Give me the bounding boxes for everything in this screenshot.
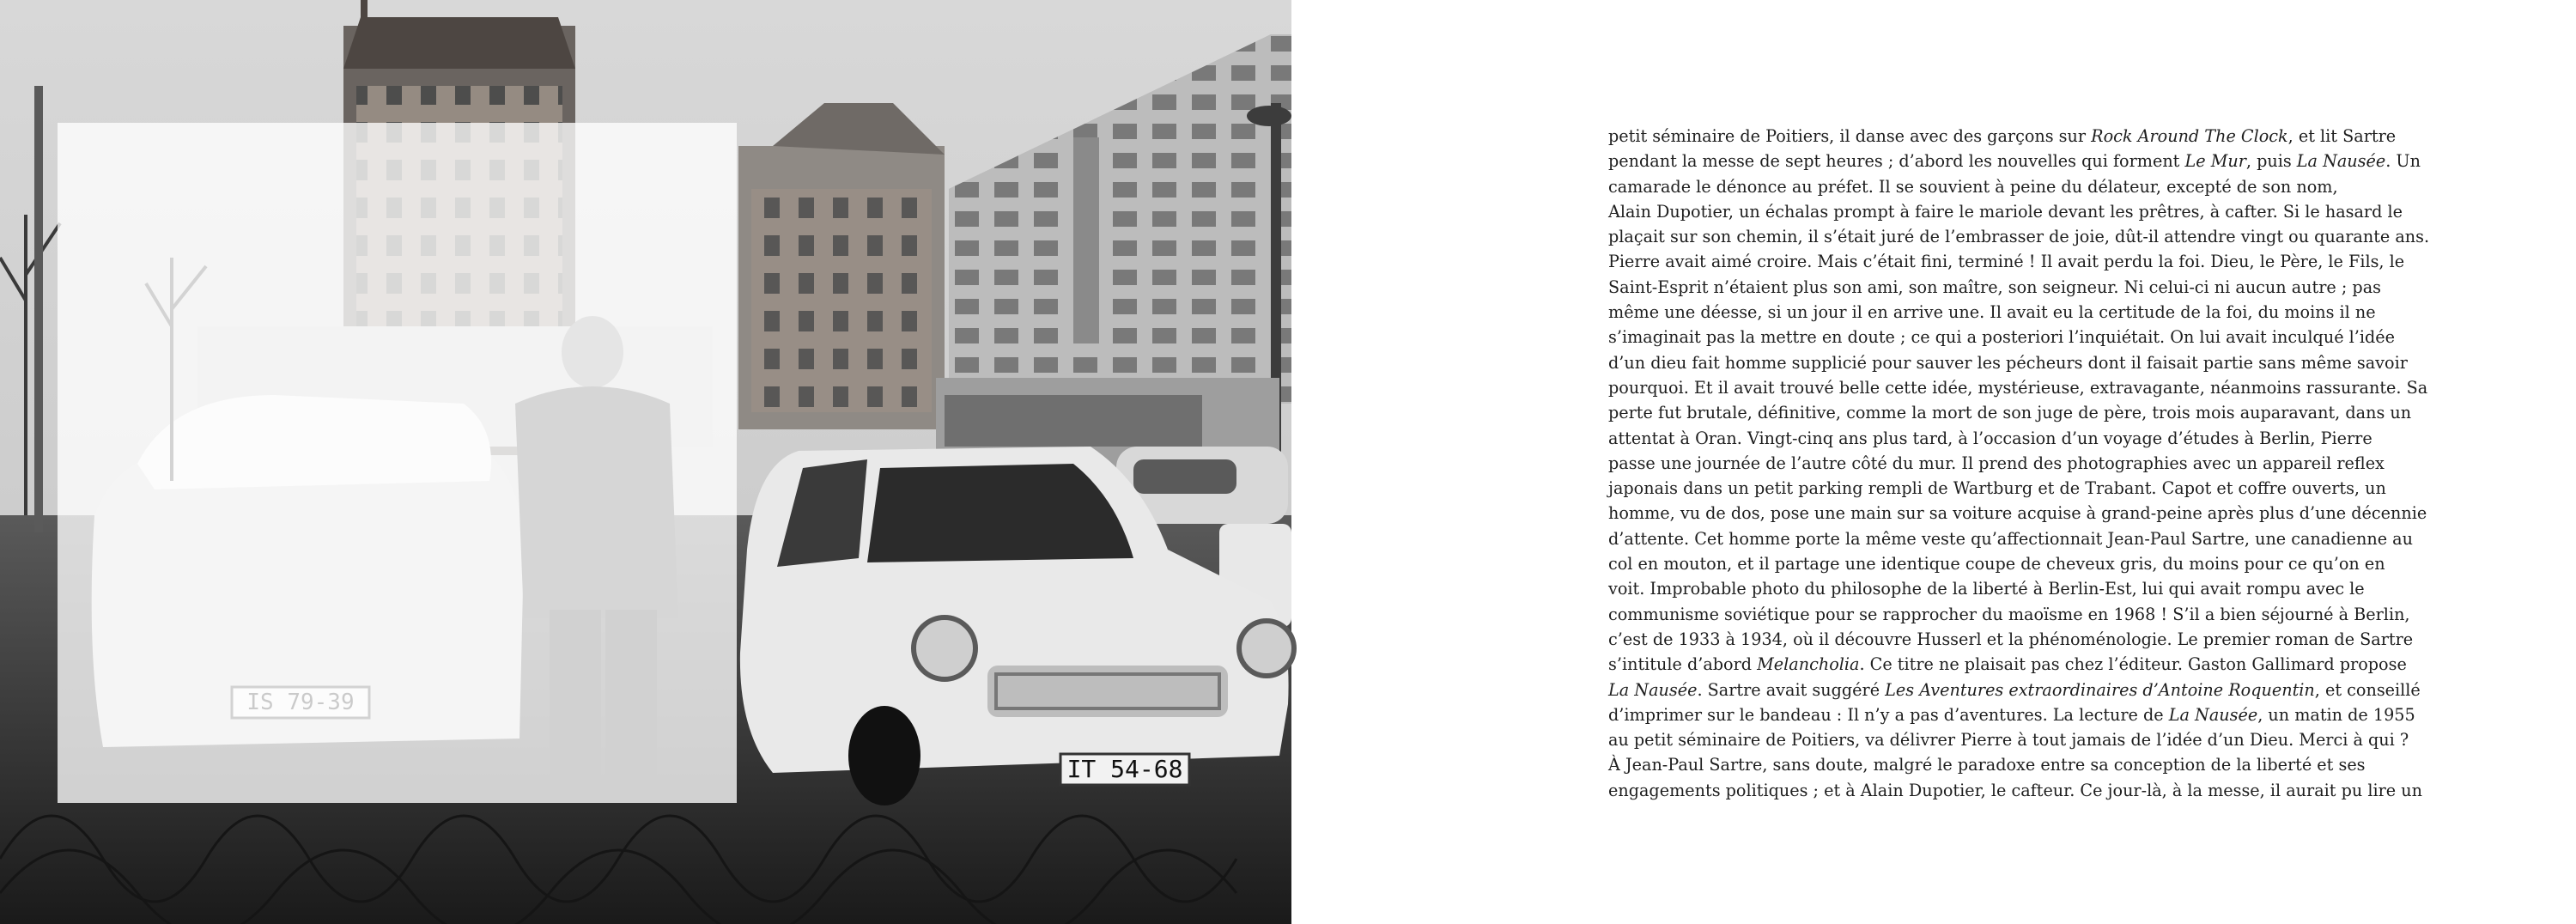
text-segment: . Un [2385, 151, 2421, 172]
text-line [1608, 526, 2413, 551]
text-segment: voit. Improbable photo du philosophe de la liberté à Berlin-Est, lui qui avait rompu avec le [1608, 579, 2365, 599]
italic-title: Le Mur [2184, 151, 2246, 172]
italic-title: La Nausée [2296, 151, 2386, 172]
text-line [1608, 199, 2403, 224]
text-line [1608, 149, 2421, 173]
front-license-plate: IT 54-68 [1066, 755, 1183, 783]
text-segment: . Ce titre ne plaisait pas chez l’éditeur. Gaston Gallimard propose [1859, 654, 2407, 675]
text-segment: perte fut brutale, définitive, comme la mort de son juge de père, trois mois auparavant, dans un [1608, 403, 2412, 423]
text-line [1608, 174, 2338, 199]
ornate-building [738, 103, 945, 429]
text-segment: s’intitule d’abord [1608, 654, 1758, 675]
text-line [1608, 325, 2396, 350]
text-line [1608, 300, 2376, 325]
text-segment: , et conseillé [2314, 679, 2421, 700]
text-segment: au petit séminaire de Poitiers, va délivrer Pierre à tout jamais de l’idée d’un Dieu. Merci à qui ? [1608, 730, 2409, 751]
left-lamp-post [34, 86, 43, 532]
text-segment: d’attente. Cet homme porte la même veste qu’affectionnait Jean-Paul Sartre, une canadienne au [1608, 528, 2413, 549]
text-segment: d’un dieu fait homme supplicié pour sauver les pécheurs dont il faisait partie sans même savoir [1608, 352, 2408, 373]
text-segment: c’est de 1933 à 1934, où il découvre Husserl et la phénoménologie. Le premier roman de Sartre [1608, 629, 2414, 649]
text-segment: camarade le dénonce au préfet. Il se souvient à peine du délateur, excepté de son nom, [1608, 176, 2338, 197]
text-segment: attentat à Oran. Vingt-cinq ans plus tard, à l’occasion d’un voyage d’études à Berlin, Pierre [1608, 428, 2372, 448]
italic-title: La Nausée [2168, 704, 2258, 725]
text-line [1608, 275, 2382, 300]
text-line [1608, 249, 2405, 274]
text-segment: pourquoi. Et il avait trouvé belle cette idée, mystérieuse, extravagante, néanmoins rassurante. Sa [1608, 377, 2428, 398]
text-segment: , et lit Sartre [2287, 126, 2397, 146]
text-line [1608, 652, 2407, 677]
text-segment: plaçait sur son chemin, il s’était juré de l’embrasser de joie, dût-il attendre vingt ou quarante ans. [1608, 227, 2430, 247]
italic-title: Rock Around The Clock [2091, 126, 2288, 146]
text-line [1608, 551, 2385, 576]
text-line [1608, 702, 2415, 727]
text-line [1608, 501, 2427, 526]
text-line [1608, 627, 2414, 652]
text-segment: japonais dans un petit parking rempli de Wartburg et de Trabant. Capot et coffre ouverts, un [1608, 478, 2386, 499]
text-segment: petit séminaire de Poitiers, il danse avec des garçons sur [1608, 126, 2092, 146]
text-segment: Alain Dupotier, un échalas prompt à faire le mariole devant les prêtres, à cafter. Si le hasard le [1608, 201, 2403, 222]
text-segment: , un matin de 1955 [2257, 704, 2415, 725]
text-column [1608, 124, 2430, 803]
text-segment: , puis [2245, 151, 2297, 172]
text-segment: À Jean-Paul Sartre, sans doute, malgré le paradoxe entre sa conception de la liberté et ses [1608, 755, 2366, 775]
text-segment: engagements politiques ; et à Alain Dupotier, le cafteur. Ce jour-là, à la messe, il aurait pu lire un [1608, 780, 2422, 800]
text-segment: s’imaginait pas la mettre en doute ; ce qui a posteriori l’inquiétait. On lui avait inculqué l’idée [1608, 327, 2396, 348]
white-overlay-panel [58, 123, 737, 803]
text-segment: Saint-Esprit n’étaient plus son ami, son maître, son seigneur. Ni celui-ci ni aucun autre ; pas [1608, 277, 2382, 297]
italic-title: Melancholia [1757, 654, 1860, 675]
text-line [1608, 778, 2422, 803]
text-segment: passe une journée de l’autre côté du mur. Il prend des photographies avec un appareil reflex [1608, 453, 2385, 473]
text-line [1608, 400, 2412, 425]
text-segment: col en mouton, et il partage une identique coupe de cheveux gris, du moins pour ce qu’on en [1608, 554, 2385, 574]
text-line [1608, 476, 2386, 501]
text-segment: même une déesse, si un jour il en arrive une. Il avait eu la certitude de la foi, du moins il ne [1608, 302, 2376, 323]
text-segment: pendant la messe de sept heures ; d’abord les nouvelles qui forment [1608, 151, 2185, 172]
italic-title: La Nausée [1608, 679, 1698, 700]
text-segment: homme, vu de dos, pose une main sur sa voiture acquise à grand-peine après plus d’une décennie [1608, 503, 2427, 524]
text-segment: Pierre avait aimé croire. Mais c’était fini, terminé ! Il avait perdu la foi. Dieu, le Père, le Fils, le [1608, 252, 2405, 272]
text-line [1608, 602, 2410, 627]
text-line [1608, 224, 2430, 249]
text-line [1608, 727, 2409, 752]
text-line [1608, 350, 2408, 375]
text-line [1608, 124, 2397, 149]
text-segment: d’imprimer sur le bandeau : Il n’y a pas d’aventures. La lecture de [1608, 704, 2169, 725]
text-line [1608, 451, 2385, 476]
text-segment: . Sartre avait suggéré [1697, 679, 1886, 700]
text-line [1608, 678, 2421, 702]
text-line [1608, 576, 2365, 601]
italic-title: Les Aventures extraordinaires d’Antoine Roquentin [1885, 679, 2315, 700]
text-line [1608, 375, 2428, 400]
text-segment: communisme soviétique pour se rapprocher du maoïsme en 1968 ! S’il a bien séjourné à Berlin, [1608, 604, 2410, 624]
text-line [1608, 426, 2372, 451]
text-line [1608, 752, 2366, 777]
